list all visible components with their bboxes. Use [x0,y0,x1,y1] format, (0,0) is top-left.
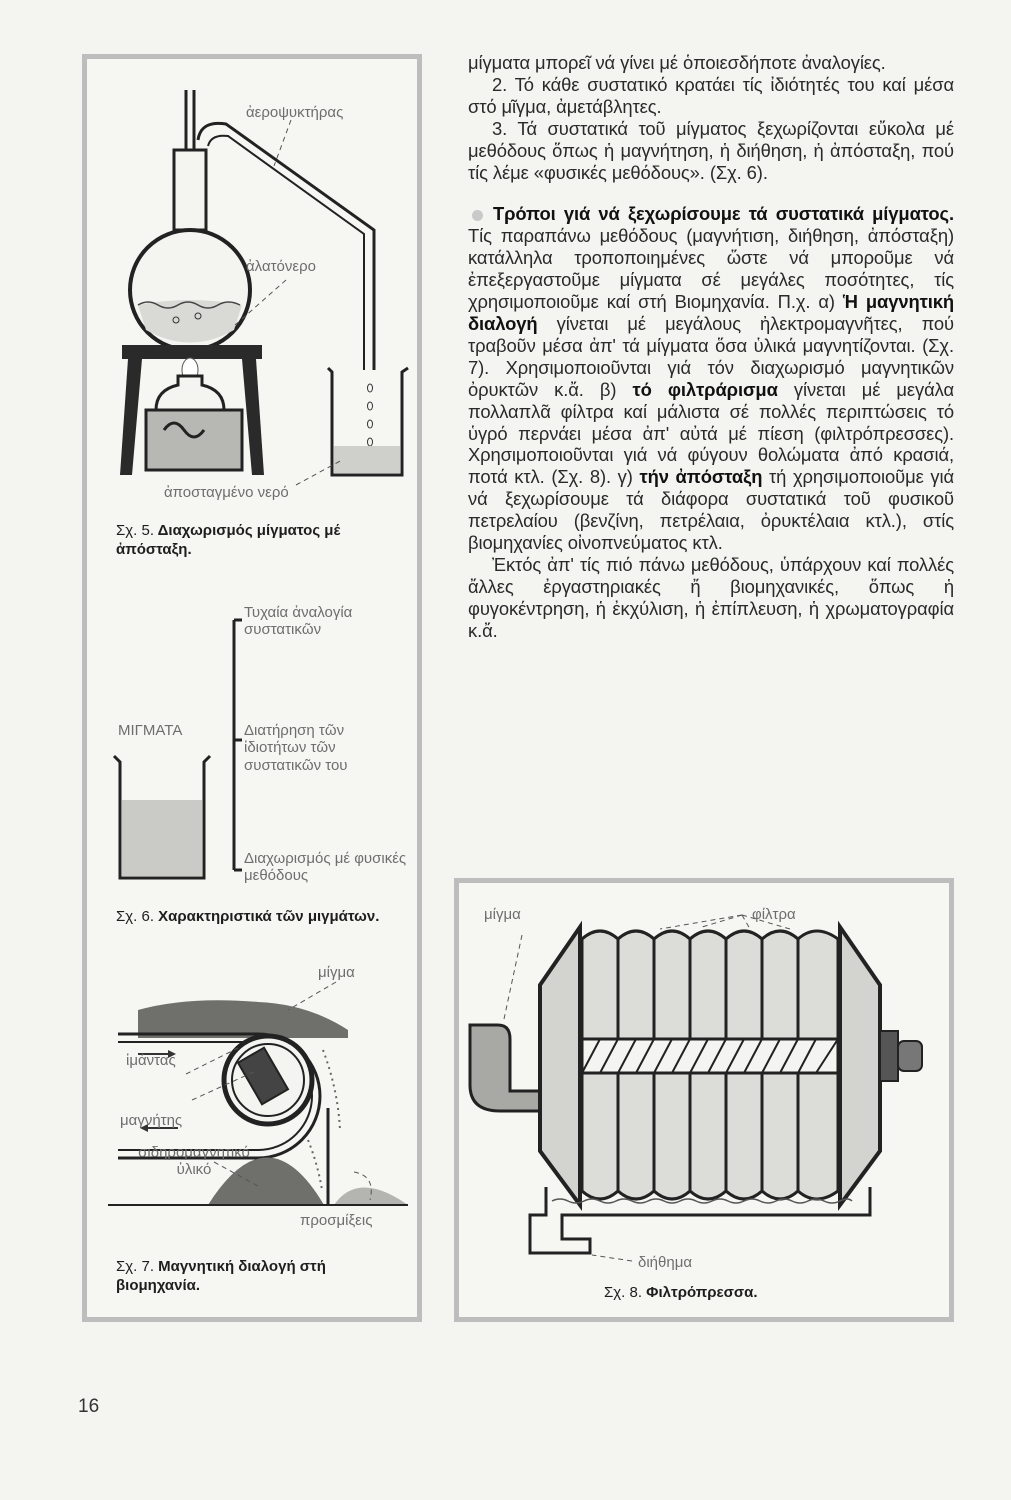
ferromagnetic-material-label: σιδηρομαγνητικό ὑλικό [138,1144,250,1179]
condenser-label: ἀεροψυκτήρας [246,104,344,121]
filter-press-diagram [470,915,940,1275]
distilled-water-label: ἀποσταγμένο νερό [164,484,289,501]
paragraph-methods: Τρόποι γιά νά ξεχωρίσουμε τά συστατικά μίγματος. Τίς παραπάνω μεθόδους (μαγνήτιση, διήθηση, ἀπόσταξη) κατάλληλα τροποποιημένες ὥστε νά μποροῦμε νά ἐπεξεργαστοῦμε μίγματα σέ μεγάλες ποσότητες, τίς χρησιμοποιοῦμε καί στή Βιομηχανία. Π.χ. α) Ἡ μαγνητική διαλογή γίνεται μέ μεγάλους ἠλεκτρομαγνῆτες, πού τραβοῦν μέσα ἀπ' τά μίγματα ὅσα ὑλικά μαγνητίζονται. (Σχ. 7). Χρησιμοποιοῦνται γιά τόν διαχωρισμό μαγνητικῶν ὀρυκτῶν κ.ἄ. β) τό φιλτράρισμα γίνεται μέ μεγάλα πολλαπλᾶ φίλτρα καί μάλιστα σέ πολλές περιπτώσεις τό ὑγρό περνάει μέσα ἀπ' αὐτά μέ πίεση (φιλτρόπρεσσες). Χρησιμοποιοῦνται γιά νά φύγουν θολώματα ἀπό κρασιά, ποτά κτλ. (Σχ. 8). γ) τήν ἀπόσταξη τή χρησιμοποιοῦμε γιά νά ξεχωρίσουμε τά διάφορα συστατικά τοῦ φυσικοῦ πετρελαίου (βενζίνη, πετρέλαια, ὀρυκτέλαια κτλ.), στίς βιομηχανίες οἰνοπνεύματος κτλ. [468,203,954,554]
filtrate-label: διήθημα [638,1254,693,1271]
magnet-label: μαγνήτης [120,1112,183,1129]
page-number: 16 [78,1396,100,1417]
mixtures-label: ΜΙΓΜΑΤΑ [118,722,183,739]
belt-label: ἱμάντας [126,1052,176,1069]
magnetic-separation-diagram [108,990,418,1220]
fig8-mixture-label: μίγμα [484,906,521,923]
distillation-diagram [116,80,416,500]
bullet-icon [472,210,483,221]
paragraph-5: Ἐκτός ἀπ' τίς πιό πάνω μεθόδους, ὑπάρχουν καί πολλές ἄλλες ἐργαστηριακές ἤ βιομηχανικές, ὅπως ἡ φυγοκέντρηση, ἡ ἐκχύλιση, ἡ ἐπίπλευση, ἡ χρωματογραφία κ.ἄ. [468,553,954,641]
saltwater-label: ἀλατόνερο [246,258,316,275]
paragraph-3: 3. Τά συστατικά τοῦ μίγματος ξεχωρίζονται εὔκολα μέ μεθόδους ὅπως ἡ μαγνήτηση, ἡ διήθηση, ἡ ἀπόσταξη, πού τίς λέμε «φυσικές μεθόδους». (Σχ. 6). [468,117,954,183]
impurities-label: προσμίξεις [300,1212,373,1229]
fig7-caption: Σχ. 7. Μαγνητική διαλογή στή βιομηχανία. [116,1258,326,1294]
fig5-caption: Σχ. 5. Διαχωρισμός μίγματος μέ ἀπόσταξη. [116,522,341,558]
fig6-item-physical-methods: Διαχωρισμός μέ φυσικές μεθόδους [244,850,407,885]
fig6-item-properties-retained: Διατήρηση τῶν ἰδιοτήτων τῶν συστατικῶν του [244,722,348,774]
paragraph-1: μίγματα μπορεῖ νά γίνει μέ ὁποιεσδήποτε ἀναλογίες. [468,52,886,73]
methods-heading: Τρόποι γιά νά ξεχωρίσουμε τά συστατικά μίγματος. [493,203,954,225]
fig8-caption: Σχ. 8. Φιλτρόπρεσσα. [604,1284,758,1301]
fig6-caption: Σχ. 6. Χαρακτηριστικά τῶν μιγμάτων. [116,908,380,925]
body-text [468,52,954,642]
fig6-item-random-proportion: Τυχαία ἀναλογία συστατικῶν [244,604,353,639]
filters-label: φίλτρα [752,906,796,923]
paragraph-2: 2. Τό κάθε συστατικό κρατάει τίς ἰδιότητές του καί μέσα στό μῖγμα, ἀμετάβλητες. [468,73,954,117]
fig7-mixture-label: μίγμα [318,964,355,981]
